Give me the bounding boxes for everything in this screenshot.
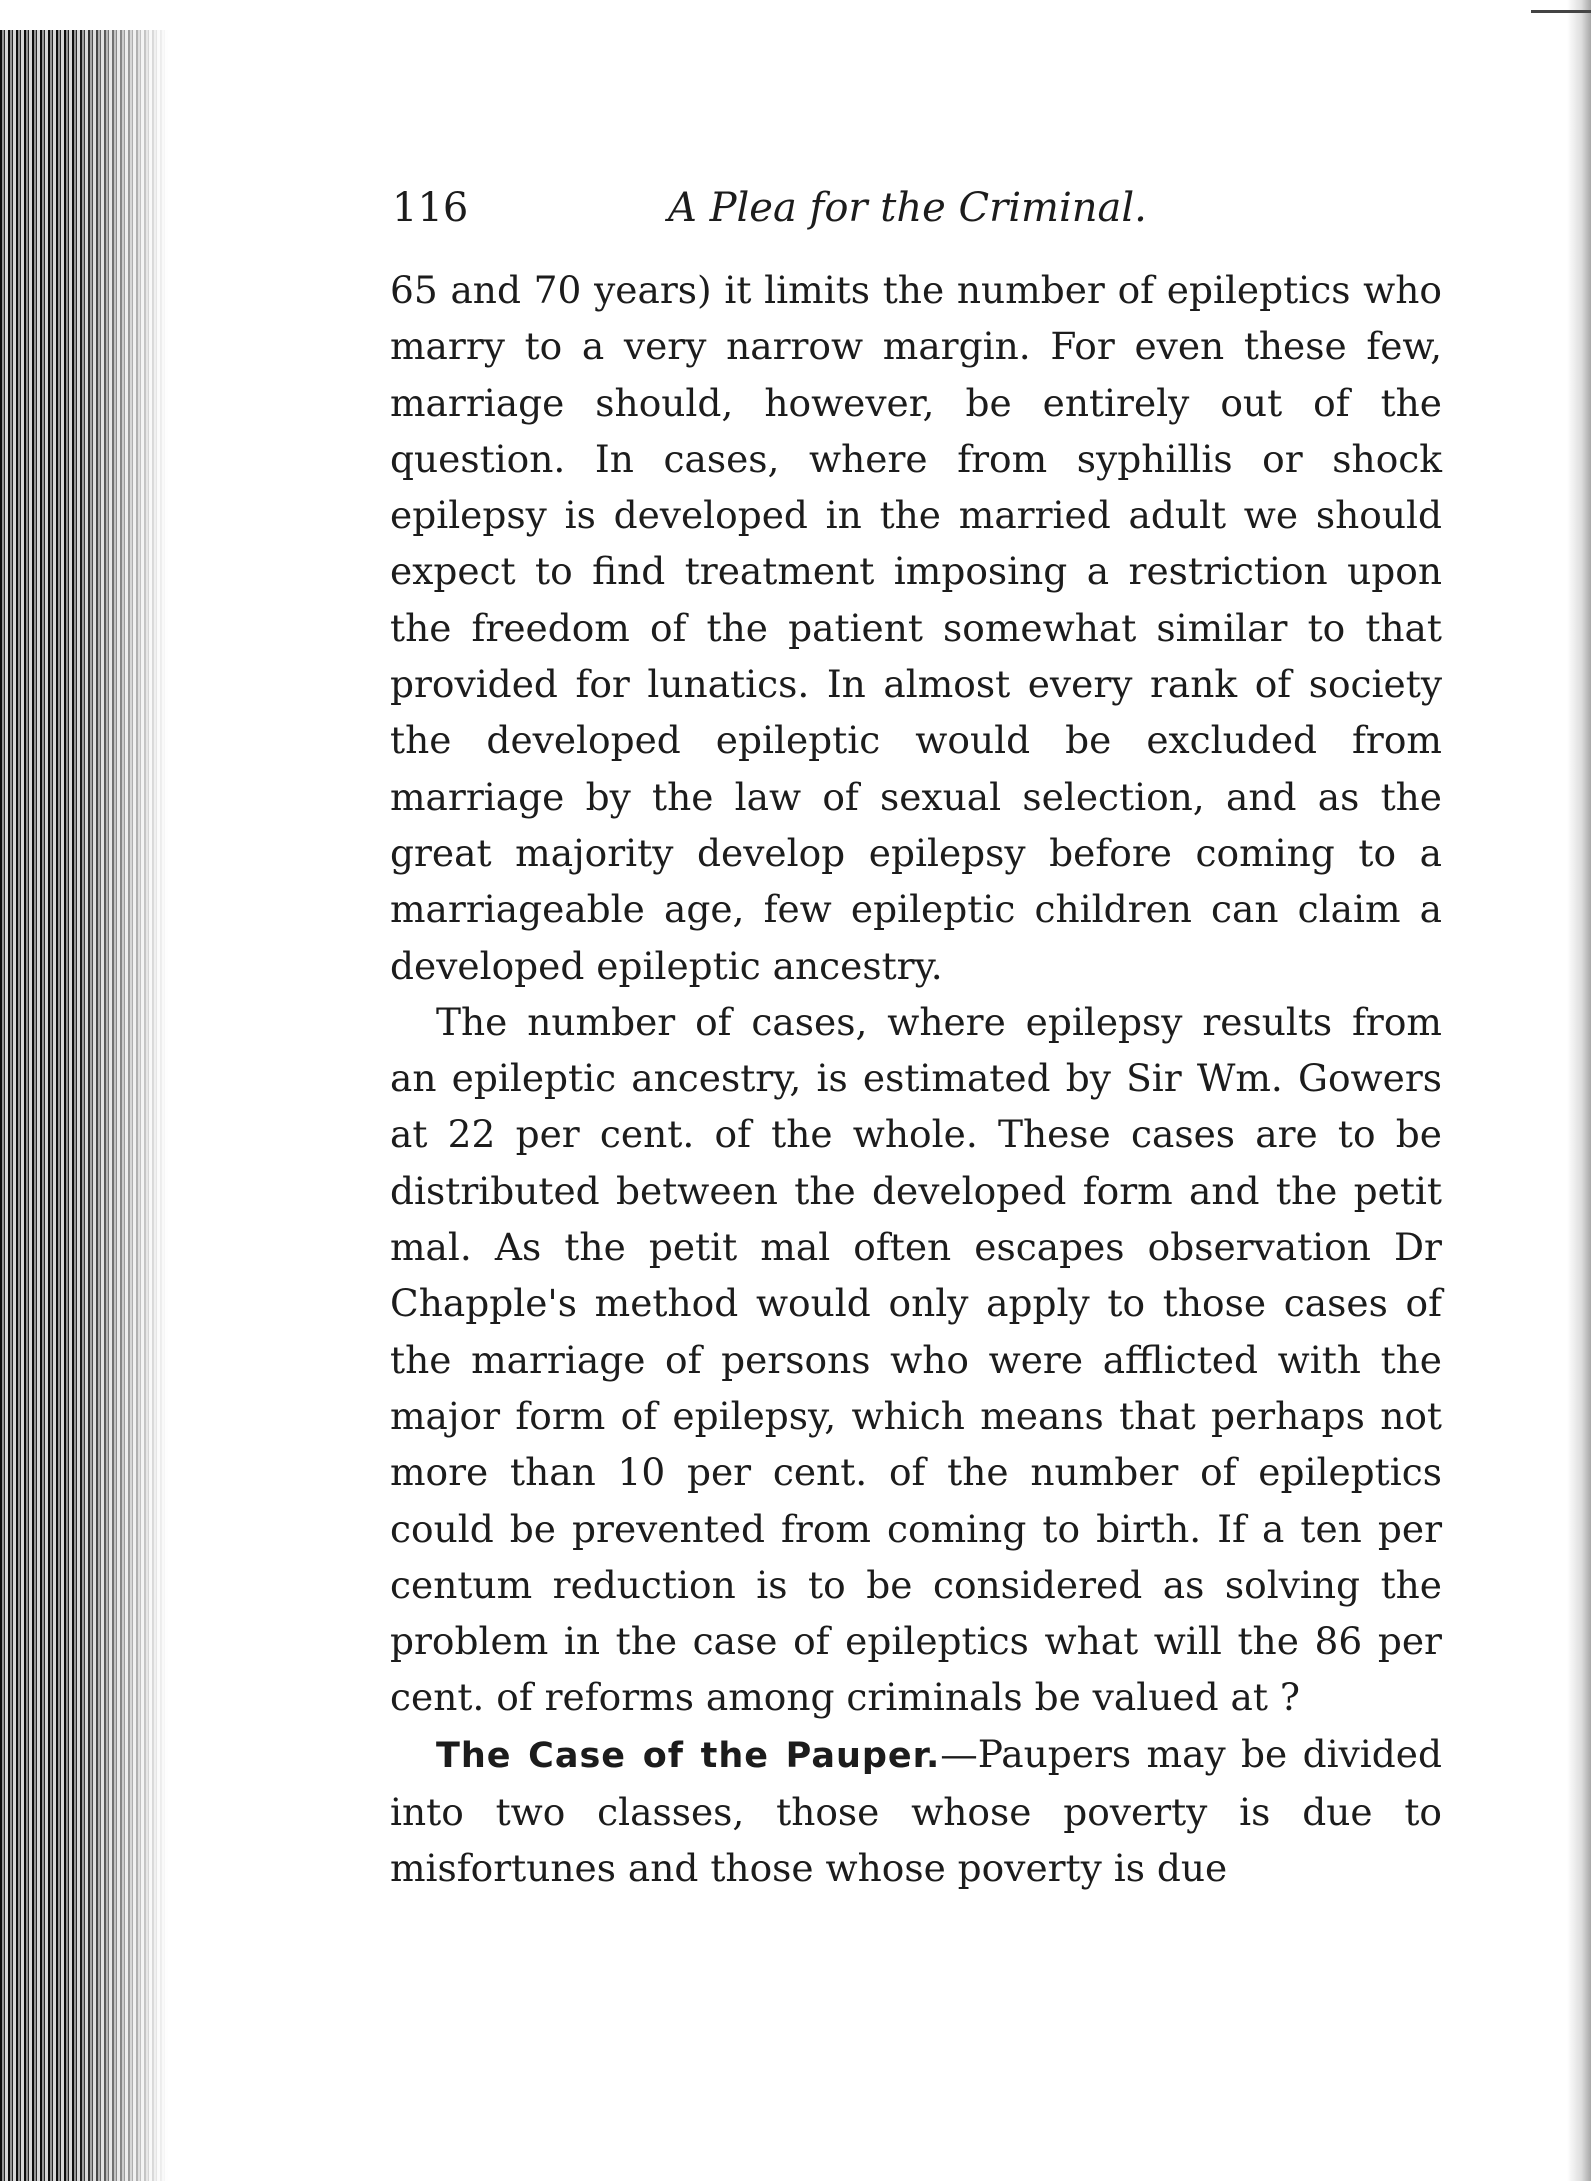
paragraph-continued: 65 and 70 years) it limits the number of epileptics who marry to a very narrow margin. For even these few, marriage should, however, be entirely out of the question. In cases, where from syphillis or shock epilepsy is developed in the married adult we should expect to find treatment imposing a restriction upon the freedom of the patient somewhat similar to that provided for lunatics. In almost every rank of society the developed epileptic would be excluded from marriage by the law of sexual selection, and as the great majority develop epilepsy before coming to a marriageable age, few epileptic children can claim a developed epileptic ancestry.	[390, 268, 1442, 988]
section-heading: The Case of the Pauper.	[436, 1735, 941, 1776]
page-number: 116	[392, 185, 469, 231]
running-title: A Plea for the Criminal.	[668, 185, 1147, 231]
paragraph-pauper	[390, 1726, 1442, 1897]
book-gutter-shadow	[0, 30, 168, 2181]
page-edge-mark	[1531, 10, 1591, 13]
page-edge-shadow	[1567, 0, 1591, 2181]
page-body	[390, 262, 1442, 1897]
paragraph-pauper-text: —Paupers may be divided into two classes, those whose poverty is due to misfortunes and those whose poverty is due	[390, 1731, 1442, 1891]
page-header	[392, 178, 1212, 238]
paragraph-epilepsy-cases: The number of cases, where epilepsy results from an epileptic ancestry, is estimated by Sir Wm. Gowers at 22 per cent. of the whole. These cases are to be distributed between the developed form and the petit mal. As the petit mal often escapes observation Dr Chapple's method would only apply to those cases of the marriage of persons who were afflicted with the major form of epilepsy, which means that perhaps not more than 10 per cent. of the number of epileptics could be prevented from coming to birth. If a ten per centum reduction is to be considered as solving the problem in the case of epileptics what will the 86 per cent. of reforms among criminals be valued at ?	[390, 999, 1442, 1720]
